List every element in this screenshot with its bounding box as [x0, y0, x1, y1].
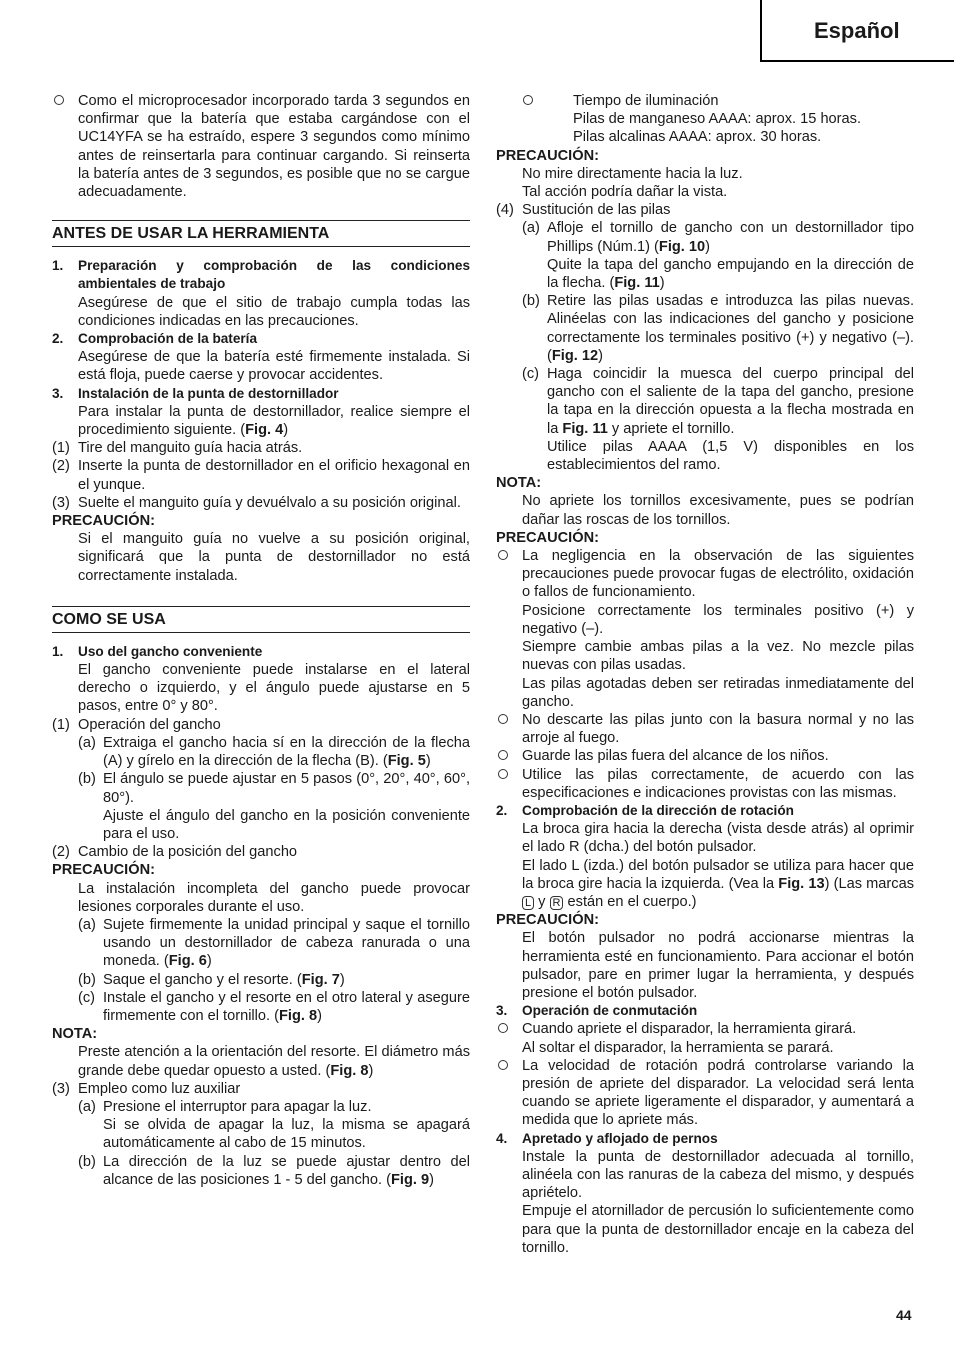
- bullet-item: [496, 766, 914, 802]
- item-title: Apretado y aflojado de pernos: [522, 1130, 718, 1146]
- fig-ref: Fig. 8: [330, 1062, 369, 1079]
- item-body: Instale la punta de destornillador adecuada al tornillo, alinéela con las ranuras de la cabeza del mismo, y después apriételo.: [522, 1148, 914, 1202]
- step-label: (a): [78, 916, 96, 933]
- bullet-item: [496, 747, 914, 765]
- op2-a: (a) Sujete firmemente la unidad principal y saque el tornillo usando un destornillador de cabeza ranurada o una moneda. (Fig. 6): [78, 916, 470, 970]
- step-text: Ajuste el ángulo del gancho en la posición conveniente para el uso.: [103, 807, 470, 842]
- step-label: (c): [78, 989, 96, 1006]
- illumination-alkaline: Pilas alcalinas AAAA: aprox. 30 horas.: [573, 129, 822, 146]
- rotation-left-mark-icon: L: [522, 896, 534, 910]
- step-text: Suelte el manguito guía y devuélvalo a su posición original.: [78, 494, 461, 511]
- step-text: Utilice pilas AAAA (1,5 V) disponibles en los establecimientos del ramo.: [547, 438, 914, 474]
- step-label: (c): [522, 366, 540, 383]
- step-label: (a): [78, 734, 96, 751]
- op2-c: (c) Instale el gancho y el resorte en el otro lateral y asegure firmemente con el tornillo. (Fig. 8): [78, 989, 470, 1024]
- item-1-1: [52, 257, 470, 330]
- note-text: Preste atención a la orientación del resorte. El diámetro más grande debe quedar opuesto a usted. (Fig. 8): [78, 1044, 470, 1079]
- step-label: (b): [78, 1153, 96, 1170]
- bullet-item: [496, 1020, 914, 1056]
- item-number: 3.: [496, 1003, 508, 1019]
- language-label: Español: [814, 18, 900, 43]
- fig-ref: Fig. 4: [245, 422, 284, 439]
- intro-text: Como el microprocesador incorporado tarda 3 segundos en confirmar que la batería que estaba cargándose con el UC14YFA se ha estraído, espere 3 segundos como mínimo antes de reinsertarla para continuar cargando. Si reinserta la batería antes de 3 segundos, es posible que no se cargue adecuadamente.: [78, 93, 470, 201]
- step-label: (3): [52, 494, 70, 511]
- step-text: El ángulo se puede ajustar en 5 pasos (0°, 20°, 40°, 60°, 80°).: [103, 771, 470, 806]
- bullet-text: La negligencia en la observación de las siguientes precauciones puede provocar fugas de electrólito, oxidación o fallos de funcionamiento.: [522, 548, 914, 601]
- bullet-circle-icon: [498, 550, 508, 560]
- item-body: El gancho conveniente puede instalarse en el lateral derecho o izquierdo, y el ángulo puede ajustarse en 5 pasos, entre 0° y 80°.: [78, 662, 470, 715]
- item-body: Asegúrese de que el sitio de trabajo cumpla todas las condiciones indicadas en las precauciones.: [78, 294, 470, 329]
- install-steps: [52, 439, 470, 512]
- op4-c: (c) Haga coincidir la muesca del cuerpo principal del gancho con el saliente de la tapa del gancho, presione la tapa en la dirección opuesta a la flecha mostrada en la Fig. 11 y apriete el tornillo. Utilice pilas AAAA (1,5 V) disponibles en los establecimientos del ramo.: [522, 366, 914, 474]
- op2: [52, 843, 470, 861]
- intro-bullet: [52, 92, 470, 201]
- bullet-item: [496, 711, 914, 747]
- item-2-1: [52, 643, 470, 716]
- step-text: Sustitución de las pilas: [522, 202, 671, 219]
- item-number: 2.: [52, 331, 64, 347]
- bullet-text: Posicione correctamente los terminales positivo (+) y negativo (–).: [522, 602, 914, 637]
- step-label: (a): [522, 220, 540, 237]
- fig-ref: Fig. 11: [614, 275, 660, 292]
- fig-ref: Fig. 8: [279, 1007, 318, 1024]
- step-label: (1): [52, 440, 70, 457]
- item-body: Para instalar la punta de destornillador, realice siempre el procedimiento siguiente. (Fig. 4): [78, 403, 470, 439]
- item-title: Comprobación de la batería: [78, 331, 258, 347]
- page-number: 44: [896, 1307, 912, 1323]
- op4: [496, 201, 914, 219]
- item-body: Asegúrese de que la batería esté firmemente instalada. Si está floja, puede caerse y provocar accidentes.: [78, 349, 470, 384]
- bullet-text: No descarte las pilas junto con la basura normal y no las arroje al fuego.: [522, 711, 914, 747]
- step-label: (2): [52, 458, 70, 475]
- step-label: (b): [78, 771, 96, 788]
- step-text: Empleo como luz auxiliar: [78, 1080, 241, 1097]
- bullet-text: Siempre cambie ambas pilas a la vez. No mezcle pilas nuevas con pilas usadas.: [522, 639, 914, 674]
- battery-caution-list: [496, 547, 914, 802]
- item-4: [496, 1130, 914, 1257]
- section-heading-antes: ANTES DE USAR LA HERRAMIENTA: [52, 220, 470, 247]
- fig-ref: Fig. 6: [168, 953, 207, 970]
- caution-label: PRECAUCIÓN:: [496, 147, 599, 164]
- op1-b: [52, 770, 470, 843]
- item-body: Empuje el atornillador de percusión lo suficientemente como para que la punta de destornillador encaje en la cabeza del tornillo.: [522, 1203, 914, 1256]
- step-label: (b): [78, 971, 96, 988]
- caution-text: Tal acción podría dañar la vista.: [522, 184, 728, 201]
- caution-text: No mire directamente hacia la luz.: [522, 165, 743, 182]
- caution-label: PRECAUCIÓN:: [52, 513, 155, 530]
- fig-ref: Fig. 10: [658, 238, 706, 255]
- bullet-circle-icon: [498, 750, 508, 760]
- step-text: Inserte la punta de destornillador en el orificio hexagonal en el yunque.: [78, 458, 470, 493]
- op1-a: (a) Extraiga el gancho hacia sí en la dirección de la flecha (A) y gírelo en la dirección de la flecha (B). (Fig. 5): [78, 734, 470, 770]
- item-number: 4.: [496, 1130, 508, 1146]
- item-body: La broca gira hacia la derecha (vista desde atrás) al oprimir el lado R (dcha.) del botón pulsador.: [522, 821, 914, 856]
- op4-b: (b) Retire las pilas usadas e introduzca las pilas nuevas. Alinéelas con las indicaciones del gancho y posicione correctamente los terminales positivo (+) y negativo (–). (Fig. 12): [522, 293, 914, 364]
- step-text: Presione el interruptor para apagar la luz.: [103, 1098, 372, 1115]
- op3: [52, 1080, 470, 1098]
- fig-ref: Fig. 5: [387, 753, 426, 770]
- op3-a: [52, 1098, 470, 1153]
- op2-b: (b) Saque el gancho y el resorte. (Fig. 7): [78, 971, 345, 988]
- bullet-text: Utilice las pilas correctamente, de acuerdo con las especificaciones e indicaciones provistas con las mismas.: [522, 766, 914, 801]
- item-title: Instalación de la punta de destornillador: [78, 385, 339, 401]
- bullet-text: Al soltar el disparador, la herramienta se parará.: [522, 1039, 834, 1056]
- bullet-item: [496, 1057, 914, 1130]
- op3-b: (b) La dirección de la luz se puede ajustar dentro del alcance de las posiciones 1 - 5 del gancho. (Fig. 9): [78, 1153, 470, 1188]
- item-3: [496, 1002, 914, 1020]
- bullet-item: [496, 547, 914, 711]
- illumination-manganese: Pilas de manganeso AAAA: aprox. 15 horas.: [573, 111, 861, 128]
- step-item: [52, 439, 470, 457]
- step-label: (4): [496, 202, 514, 219]
- note-label: NOTA:: [496, 475, 542, 492]
- caution-label: PRECAUCIÓN:: [52, 862, 155, 879]
- item-title: Uso del gancho conveniente: [78, 643, 263, 659]
- item-title: Operación de conmutación: [522, 1003, 698, 1019]
- bullet-circle-icon: [498, 1023, 508, 1033]
- switch-operation-list: [496, 1020, 914, 1129]
- item-number: 3.: [52, 385, 64, 401]
- bullet-text: Cuando apriete el disparador, la herramienta girará.: [522, 1021, 857, 1038]
- step-text: Cambio de la posición del gancho: [78, 844, 298, 861]
- fig-ref: Fig. 9: [391, 1171, 430, 1188]
- step-text: Si se olvida de apagar la luz, la misma se apagará automáticamente al cabo de 15 minutos.: [103, 1117, 470, 1152]
- item-title: Preparación y comprobación de las condiciones ambientales de trabajo: [78, 258, 470, 292]
- step-item: [52, 457, 470, 493]
- step-text: Tire del manguito guía hacia atrás.: [78, 440, 303, 457]
- step-label: (b): [522, 293, 540, 310]
- caution-text: El botón pulsador no podrá accionarse mientras la herramienta esté en funcionamiento. Para accionar el botón pulsador, pare en primer lugar la herramienta, y después presione el botón pulsador.: [522, 930, 914, 1001]
- rotation-right-mark-icon: R: [550, 896, 564, 910]
- item-1-2: [52, 330, 470, 385]
- caution-label: PRECAUCIÓN:: [496, 912, 599, 929]
- item-2: [496, 802, 914, 911]
- note-text: No apriete los tornillos excesivamente, pues se podrían dañar las roscas de los tornillos.: [522, 493, 914, 528]
- item-title: Comprobación de la dirección de rotación: [522, 802, 794, 818]
- step-text: Operación del gancho: [78, 716, 221, 733]
- item-number: 1.: [52, 643, 64, 659]
- bullet-text: Guarde las pilas fuera del alcance de los niños.: [522, 748, 829, 765]
- step-item: [52, 494, 470, 512]
- left-column: [52, 92, 470, 1189]
- bullet-circle-icon: [498, 769, 508, 779]
- op1: [52, 716, 470, 734]
- bullet-text: Las pilas agotadas deben ser retiradas inmediatamente del gancho.: [522, 675, 914, 710]
- fig-ref: Fig. 13: [778, 875, 825, 892]
- language-tab: [760, 0, 954, 62]
- step-label: (2): [52, 844, 70, 861]
- step-label: (1): [52, 716, 70, 733]
- fig-ref: Fig. 11: [562, 420, 608, 437]
- caution-label: PRECAUCIÓN:: [496, 529, 599, 546]
- note-label: NOTA:: [52, 1026, 98, 1043]
- caution-text: Si el manguito guía no vuelve a su posición original, significará que la punta de destornillador no está correctamente instalada.: [78, 531, 470, 584]
- op4-a: (a) Afloje el tornillo de gancho con un destornillador tipo Phillips (Núm.1) (Fig. 10) Quite la tapa del gancho empujando en la dirección de la flecha. (Fig. 11): [522, 220, 914, 292]
- item-number: 1.: [52, 258, 64, 274]
- fig-ref: Fig. 7: [301, 971, 340, 988]
- step-label: (a): [78, 1098, 96, 1115]
- bullet-circle-icon: [54, 95, 64, 105]
- item-number: 2.: [496, 802, 508, 818]
- bullet-circle-icon: [498, 714, 508, 724]
- section-heading-como-se-usa: COMO SE USA: [52, 606, 470, 633]
- illumination-time: [496, 92, 914, 147]
- step-label: (3): [52, 1080, 70, 1097]
- fig-ref: Fig. 12: [551, 347, 599, 364]
- bullet-circle-icon: [523, 95, 533, 105]
- right-column: [496, 92, 914, 1257]
- bullet-circle-icon: [498, 1060, 508, 1070]
- illumination-title: Tiempo de iluminación: [573, 93, 719, 109]
- item-body: El lado L (izda.) del botón pulsador se utiliza para hacer que la broca gire hacia la izquierda. (Vea la Fig. 13) (Las marcas L y R están en el cuerpo.): [522, 857, 914, 910]
- item-1-3: [52, 385, 470, 440]
- caution-text: La instalación incompleta del gancho puede provocar lesiones corporales durante el uso.: [78, 880, 470, 915]
- bullet-text: La velocidad de rotación podrá controlarse variando la presión de apriete del disparador. La velocidad será lenta cuando se apriete ligeramente el disparador, y aumentará a medida que lo apriete más.: [522, 1057, 914, 1129]
